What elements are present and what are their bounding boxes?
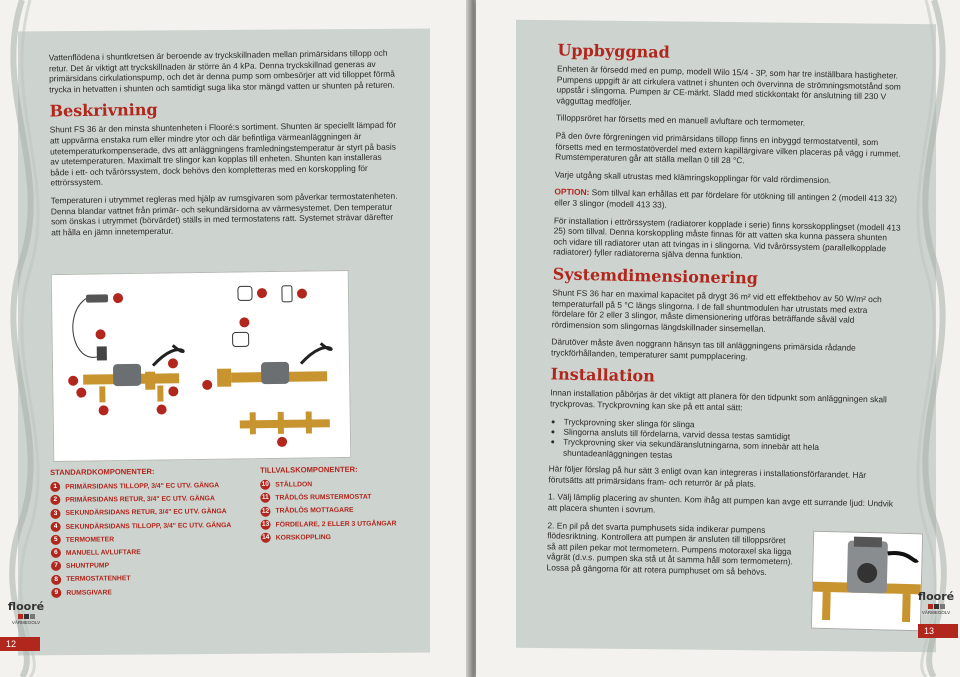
installation-step-1: 1. Välj lämplig placering av shunten. Kom ihåg att pumpen kan avge ett surrande ljud: Undvik att placera shunten i sovrum.: [547, 491, 894, 515]
cross-coupling-paragraph: För installation i ettrörssystem (radiatorer kopplade i serie) finns korsskopplingset (modell 413 25) som tillval. Denna korskoppling måste finnas för att vatten ska kunna passera shunten och vidare till radiatorer utan att tvingas in i slingorna. Vid tvårörssystem (parallelkopplade radiatorer) fyller radiatorerna själva denna funktion.: [553, 214, 901, 261]
page-number: 12: [0, 637, 40, 651]
legend-item: 11 TRÅDLÖS RUMSTERMOSTAT: [261, 493, 372, 502]
heading-beskrivning: Beskrivning: [49, 100, 158, 121]
standard-components-list: [50, 466, 251, 600]
legend-item: 1 PRIMÄRSIDANS TILLOPP, 3/4" EC UTV. GÄNGA: [50, 479, 250, 494]
option-label: OPTION:: [554, 186, 590, 198]
pressure-test-list: [563, 416, 898, 465]
installation-paragraph-2: Här följer förslag på hur sätt 3 enligt ovan kan integreras i installationsförfarandet. Här förutsätts att primärsidans fram- och returrör är på plats.: [548, 463, 867, 489]
optional-components-title: TILLVALSKOMPONENTER:: [259, 464, 358, 475]
description-paragraph-1: Shunt FS 36 är den minsta shuntenheten i Flooré:s sortiment. Shunten är speciellt lämpad för att uppvärma enstaka rum eller mindre ytor och där befintliga värmeanläggningen är utetemperaturkompenserade, dvs att anläggningens framledningstemperatur är styrt på basis av utetemperaturen. Maximalt tre slingor kan kopplas till enheten. Shunten kan installeras både i ett- och tvårörssystem, dock behövs den kompletteras med en korskoppling för ettrörssystem.: [49, 119, 397, 188]
dimensioning-paragraph-2: Därutöver måste även noggrann hänsyn tas till anläggningens primärsida rådande tryckförhållanden, temperaturer samt pumpplacering.: [551, 336, 856, 362]
floore-logo: flooré VÄRMEGOLV: [7, 600, 45, 625]
installation-step-2: 2. En pil på det svarta pumphusets sida indikerar pumpens flödesriktning. Kontrollera att pumpen är ansluten till tilloppsröret så att pilen pekar mot termometern. Pumpens motoraxel ska ligga vågrät (d.v.s. pumpen ska stå ut åt samma håll som termometern). Lossa på gängorna för att rotera pumphuset om så behövs.: [546, 519, 793, 577]
pump-photo: [811, 531, 923, 632]
heading-installation: Installation: [550, 364, 656, 386]
description-paragraph-2: Temperaturen i utrymmet regleras med hjälp av rumsgivaren som påverkar termostatenheten. Denna blandar vattnet från primär- och sekundärsidorna av värmesystemet. Den temperatur som önskas i utrymmet (börvärdet) ställs in med termostatens ratt. Systemet strävar därefter att hålla en jämn innetemperatur.: [50, 190, 398, 238]
standard-components-title: STANDARDKOMPONENTER:: [50, 466, 155, 477]
cross-coupling-icon: [217, 369, 231, 387]
legend-item: 10 STÄLLDON: [261, 480, 313, 489]
legend-item: 4 SEKUNDÄRSIDANS TILLOPP, 3/4" EC UTV. GÄNGA: [51, 519, 251, 534]
legend-item: 9 RUMSGIVARE: [51, 585, 251, 600]
legend-item: 14 KORSKOPPLING: [262, 533, 331, 542]
page-number: 13: [918, 624, 958, 638]
list-item: • Slingorna ansluts till fördelarna, varvid dessa testas samtidigt: [563, 427, 897, 444]
list-item: • Tryckprovning sker slinga för slinga: [564, 416, 898, 433]
installation-paragraph-1: Innan installation påbörjas är det viktigt att planera för den tidpunkt som anläggningen skall tryckprovas. Tryckprovning kan ske på ett antal sätt:: [549, 387, 887, 413]
legend-item: 13 FÖRDELARE, 2 ELLER 3 UTGÅNGAR: [261, 519, 397, 529]
legend-item: 5 TERMOMETER: [51, 532, 251, 547]
thermostat-unit-icon: [97, 346, 107, 360]
actuator-icon: [233, 332, 249, 346]
callout-8-icon: [95, 329, 105, 339]
legend-item: 7 SHUNTPUMP: [51, 558, 251, 573]
legend-item: 6 MANUELL AVLUFTARE: [51, 545, 251, 560]
construction-paragraph-1: Enheten är försedd med en pump, modell Wilo 15/4 - 3P, som har tre inställbara hastigheter. Pumpens uppgift är att cirkulera vattnet i shunten och övervinna de strömningsmotstånd som uppstår i slingorna. Pumpen är CE-märkt. Sladd med stickkontakt för anslutning till 230 V vägguttag medföljer.: [556, 63, 901, 107]
wireless-receiver-icon: [282, 286, 292, 302]
construction-paragraph-2: Tilloppsröret har försetts med en manuell avluftare och termometer.: [555, 112, 806, 128]
legend-item: 8 TERMOSTATENHET: [51, 571, 251, 586]
legend-item: 3 SEKUNDÄRSIDANS RETUR, 3/4" EC UTV. GÄNGA: [50, 505, 250, 520]
dimensioning-paragraph-1: Shunt FS 36 har en maximal kapacitet på drygt 36 m² vid ett effektbehov av 50 W/m² och temperaturfall på 5 °C längs slingorna. I de fall shuntmodulen har utrustats med extra fördelare för 2 eller 3 slingor, måste dimensionering utföras beträffande såväl vald rördimension som slingornas längdskillnader sinsemellan.: [551, 287, 882, 334]
construction-paragraph-3: På den övre förgreningen vid primärsidans tillopp finns en inbyggd termostatventil, som försetts med en termostatöverdel med extern kapillärgivare vilken placeras på vägg i rummet. Rumstemperaturen går att ställa mellan 0 till 28 °C.: [555, 130, 901, 166]
list-item: • Tryckprovning sker via sekundäranslutningarna, som innebär att hela shuntadeanläggningen testas: [563, 437, 897, 465]
option-paragraph: OPTION: Som tillval kan erhållas ett par fördelare för utökning till antingen 2 (modell 413 32) eller 3 slingor (modell 413 33).: [554, 186, 898, 210]
room-sensor-icon: [86, 294, 108, 302]
left-page: [0, 0, 470, 677]
shunt-component-diagram: [51, 270, 352, 462]
floore-logo: flooré VÄRMEGOLV: [917, 590, 955, 615]
left-text-block: [49, 48, 402, 245]
construction-paragraph-4: Varje utgång skall utrustas med klämringskopplingar för vald rördimension.: [554, 169, 832, 185]
intro-paragraph: Vattenflödena i shuntkretsen är beroende av tryckskillnaden mellan primärsidans tillopp och retur. Det är viktigt att tryckskillnaden är större än 4 kPa. Denna tryckskillnad generas av primärsidans cirkulationspump, och det är denna pump som ombesörjer att vid tilloppet förmå trycka in hetvatten i shunten och samtidigt suga lika stor mängd vatten ur shunten på returen.: [48, 47, 395, 95]
heading-systemdimensionering: Systemdimensionering: [552, 264, 759, 288]
pump-icon: [113, 364, 141, 386]
legend-item: 2 PRIMÄRSIDANS RETUR, 3/4" EC UTV. GÄNGA: [50, 492, 250, 507]
shunt-illustration: [52, 271, 351, 461]
pump-image-icon: [812, 532, 922, 631]
right-page: [476, 0, 960, 677]
legend-item: 12 TRÅDLÖS MOTTAGARE: [261, 507, 354, 516]
optional-components-list: [260, 464, 431, 545]
decorative-swirl-icon: [2, 0, 42, 677]
callout-9-icon: [113, 293, 123, 303]
wireless-thermostat-icon: [238, 286, 252, 300]
heading-uppbyggnad: Uppbyggnad: [557, 40, 670, 62]
right-text-block: [546, 36, 905, 587]
